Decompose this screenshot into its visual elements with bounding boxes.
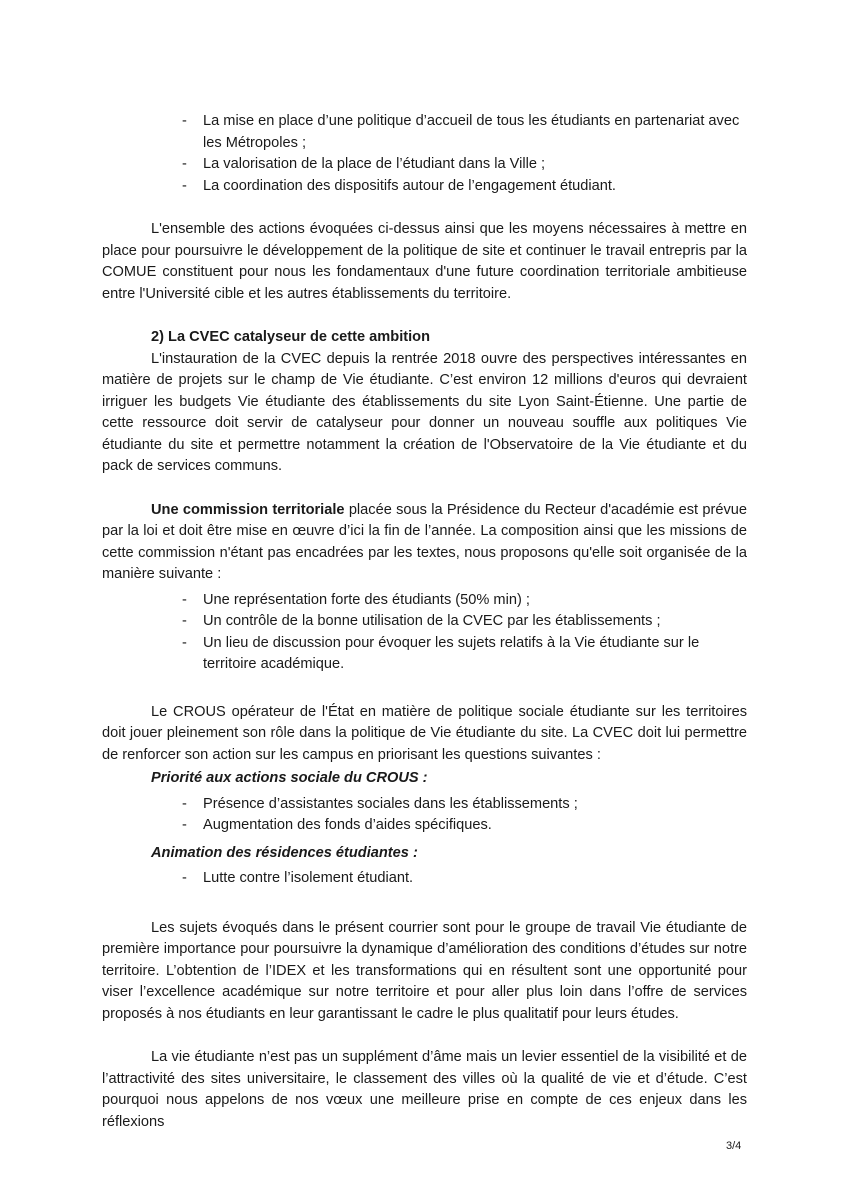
list-item: - La valorisation de la place de l’étudiant dans la Ville ; xyxy=(102,154,747,176)
commission-text: placée sous la Présidence du Recteur d'académie est prévue par la loi et doit être mise en œuvre d’ici la fin de l’année. La composition ainsi que les missions de cette commission n'étant pas encadrées par les textes, nous proposons qu'elle soit organisée de la manière suivante : xyxy=(102,501,747,582)
commission-label: Une commission territoriale xyxy=(151,501,345,518)
list-item: - Présence d’assistantes sociales dans les établissements ; xyxy=(102,794,747,816)
paragraph-commission xyxy=(102,500,747,586)
list-urban-integration xyxy=(102,111,747,197)
list-item: - Un lieu de discussion pour évoquer les sujets relatifs à la Vie étudiante sur le territoire académique. xyxy=(102,633,747,676)
subheading-social-actions: Priorité aux actions sociale du CROUS : xyxy=(151,770,428,786)
list-item: - Augmentation des fonds d’aides spécifiques. xyxy=(102,815,747,837)
paragraph-cvec: L'instauration de la CVEC depuis la rentrée 2018 ouvre des perspectives intéressantes en matière de projets sur le champ de Vie étudiante. C’est environ 12 millions d'euros qui devraient irriguer les budgets Vie étudiante des établissements du site Lyon Saint-Étienne. Une partie de cette ressource doit servir de catalyseur pour donner un nouveau souffle aux politiques Vie étudiante du site et permettre notamment la création de l'Observatoire de la Vie étudiante et du pack de services communs. xyxy=(102,350,747,474)
document-page xyxy=(102,111,747,1133)
paragraph-crous: Le CROUS opérateur de l'État en matière de politique sociale étudiante sur les territoires doit jouer pleinement son rôle dans la politique de Vie étudiante du site. La CVEC doit lui permettre de renforcer son action sur les campus en priorisant les questions suivantes : xyxy=(102,703,747,763)
list-item: - Lutte contre l’isolement étudiant. xyxy=(102,868,747,890)
list-commission-organisation xyxy=(102,590,747,676)
list-item: - La mise en place d’une politique d’accueil de tous les étudiants en partenariat avec les Métropoles ; xyxy=(102,111,747,154)
subheading-residences: Animation des résidences étudiantes : xyxy=(151,844,418,861)
page-number: 3/4 xyxy=(726,1140,742,1152)
list-social-actions xyxy=(102,794,747,837)
paragraph-fundamentals: L'ensemble des actions évoquées ci-dessus ainsi que les moyens nécessaires à mettre en place pour poursuivre le développement de la politique de site et continuer le travail entrepris par la COMUE constituent pour nous les fondamentaux d'une future coordination territoriale ambitieuse entre l'Université cible et les autres établissements du territoire. xyxy=(102,221,747,302)
paragraph-conclusion: Les sujets évoqués dans le présent courrier sont pour le groupe de travail Vie étudiante de première importance pour poursuivre la dynamique d’amélioration des conditions d’études sur notre territoire. L’obtention de l’IDEX et les transformations qui en résultent sont une opportunité pour viser l’excellence académique sur notre territoire et pour aller plus loin dans l’offre de services proposés à nos étudiants en leur garantissant le cadre le plus qualitatif pour leurs études. xyxy=(102,919,747,1022)
section-heading: 2) La CVEC catalyseur de cette ambition xyxy=(151,329,430,345)
list-item: - Une représentation forte des étudiants (50% min) ; xyxy=(102,590,747,612)
list-item: - Un contrôle de la bonne utilisation de la CVEC par les établissements ; xyxy=(102,611,747,633)
list-residences xyxy=(102,868,747,890)
paragraph-student-life: La vie étudiante n’est pas un supplément d’âme mais un levier essentiel de la visibilité et de l’attractivité des sites universitaire, le classement des villes où la qualité de vie et d’étude. C’est pourquoi nous appelons de nos vœux une meilleure prise en compte de ces enjeux dans les réflexions xyxy=(102,1049,747,1130)
list-item: - La coordination des dispositifs autour de l’engagement étudiant. xyxy=(102,176,747,198)
